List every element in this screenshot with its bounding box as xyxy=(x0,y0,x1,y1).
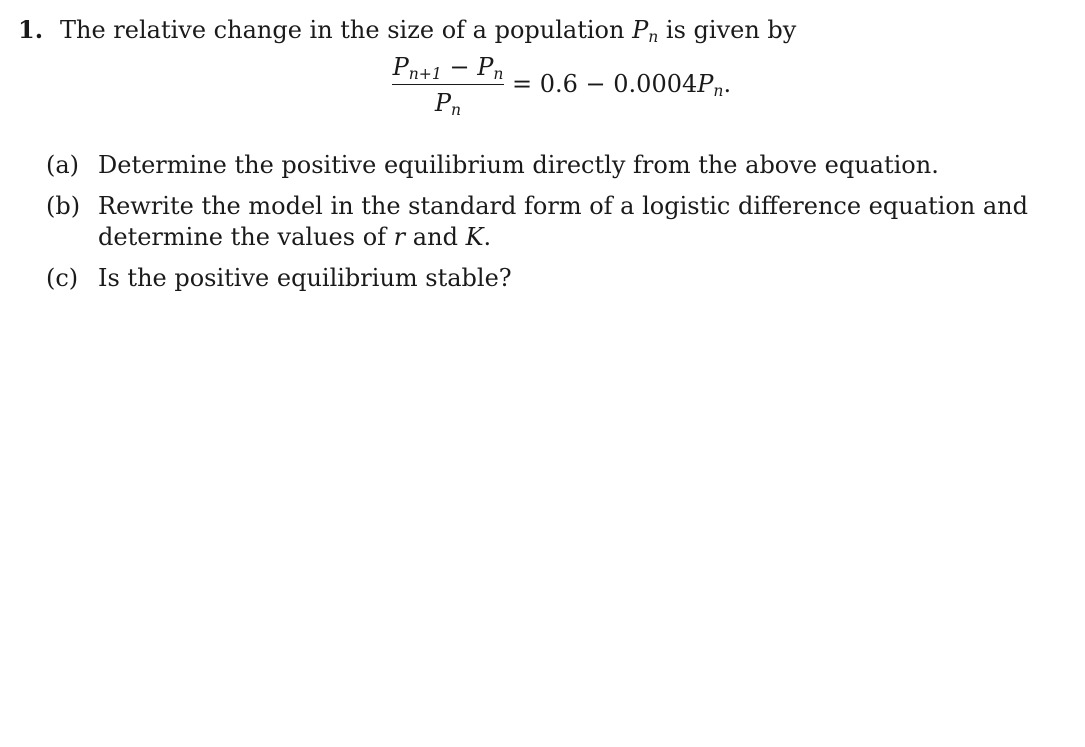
part-b xyxy=(46,191,1046,253)
stem-text: The relative change in the size of a population xyxy=(60,16,625,44)
fraction-bar xyxy=(392,84,504,85)
part-text: Is the positive equilibrium stable? xyxy=(98,264,512,292)
minus-sign: − xyxy=(449,53,470,81)
fraction-denominator: $P_n$ xyxy=(434,89,462,120)
sub-questions xyxy=(46,150,1046,304)
fraction xyxy=(392,52,504,119)
problem-stem xyxy=(18,14,1058,46)
problem-1 xyxy=(18,14,1058,46)
part-label: (a) xyxy=(46,151,80,179)
equation-rhs: = $0.6 - 0.0004P_n$. xyxy=(512,70,732,100)
part-label: (b) xyxy=(46,192,81,220)
part-a xyxy=(46,150,1046,181)
problem-number: 1. xyxy=(18,15,44,44)
part-text: Determine the positive equilibrium directly from the above equation. xyxy=(98,151,939,179)
part-label: (c) xyxy=(46,264,79,292)
stem-variable: $P_n$ xyxy=(632,16,659,46)
fraction-numerator: $P_{n+1} - P_n$ xyxy=(392,53,504,83)
part-c xyxy=(46,263,1046,294)
stem-tail: is given by xyxy=(665,16,797,44)
equation xyxy=(372,52,772,132)
part-text: Rewrite the model in the standard form of a logistic difference equation and determine the values of r and K. xyxy=(98,192,1028,251)
